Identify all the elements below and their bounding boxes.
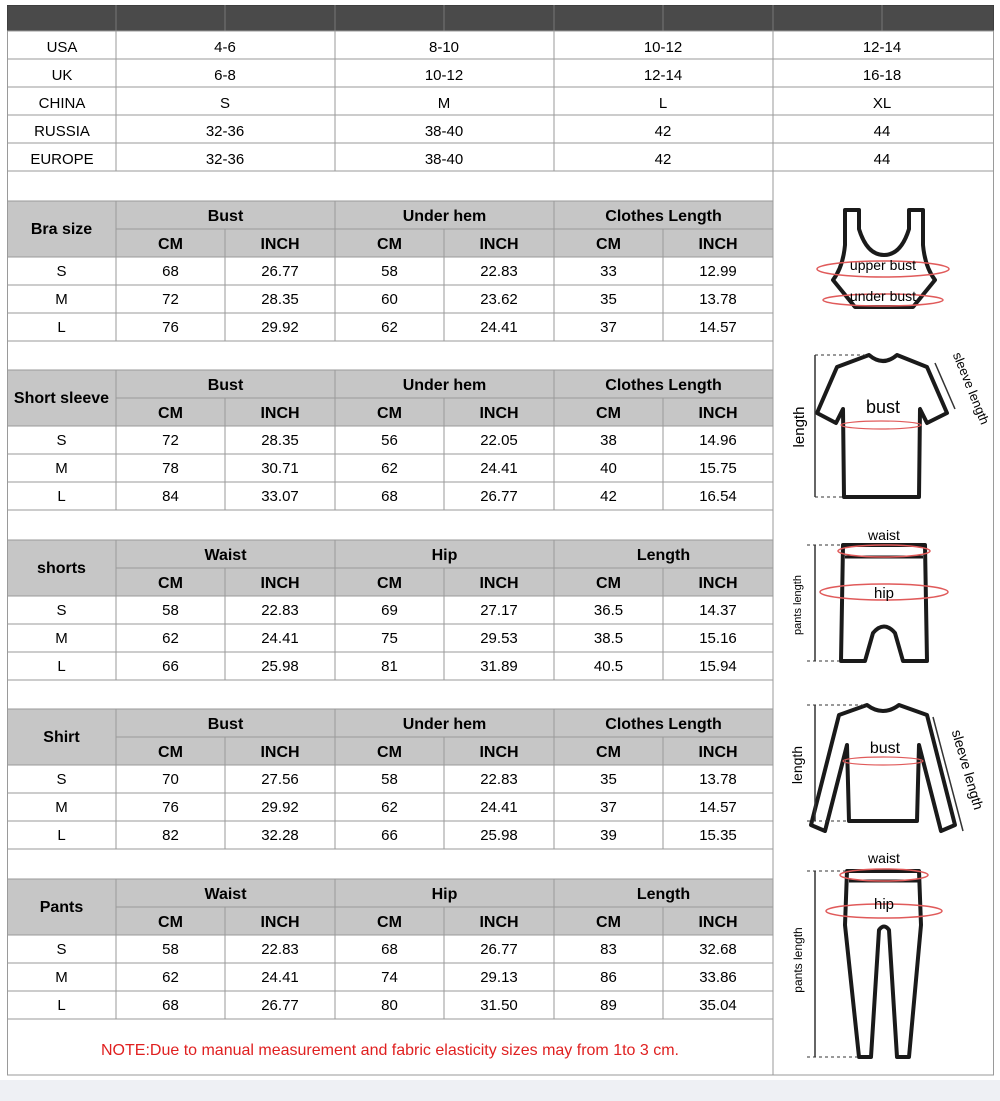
measurement-cell: 26.77	[261, 997, 299, 1014]
conversion-size: 4-6	[214, 39, 236, 56]
unit-header: CM	[158, 405, 183, 422]
group-header: Bust	[207, 716, 244, 733]
group-header: Clothes Length	[605, 377, 722, 394]
leggings-waist-label: waist	[868, 850, 900, 866]
conversion-size: 44	[873, 123, 891, 140]
size-table-short-sleeve	[7, 370, 773, 510]
measurement-cell: 66	[381, 827, 398, 844]
conversion-size: 38-40	[424, 123, 464, 140]
measurement-cell: 62	[162, 630, 179, 647]
size-label: S	[56, 432, 67, 449]
bra-diagram	[817, 210, 949, 307]
unit-header: INCH	[698, 575, 738, 592]
size-table-shirt	[7, 709, 773, 849]
group-header: Length	[636, 547, 691, 564]
measurement-cell: 13.78	[699, 291, 737, 308]
measurement-cell: 25.98	[261, 658, 299, 675]
measurement-cell: 62	[162, 969, 179, 986]
unit-header: INCH	[479, 236, 519, 253]
measurement-cell: 69	[381, 602, 398, 619]
measurement-cell: 37	[600, 799, 617, 816]
group-header: Under hem	[402, 716, 487, 733]
conversion-row-uk	[52, 67, 902, 84]
measurement-cell: 13.78	[699, 771, 737, 788]
conversion-size: 42	[654, 123, 672, 140]
unit-header: INCH	[479, 914, 519, 931]
shorts-length-label: pants length	[792, 575, 804, 635]
measurement-cell: 24.41	[261, 969, 299, 986]
unit-header: CM	[377, 405, 402, 422]
top-header-strip	[7, 5, 994, 31]
size-tables	[7, 201, 773, 1019]
conversion-size: S	[219, 95, 231, 112]
size-table-bra-size	[7, 201, 773, 341]
conversion-size: 44	[873, 151, 891, 168]
size-label: M	[55, 799, 68, 816]
measurement-cell: 27.56	[261, 771, 299, 788]
measurement-cell: 35.04	[699, 997, 737, 1014]
group-header: Hip	[431, 547, 458, 564]
conversion-size: 12-14	[643, 67, 683, 84]
measurement-cell: 66	[162, 658, 179, 675]
conversion-region: CHINA	[38, 95, 86, 112]
measurement-cell: 29.92	[261, 319, 299, 336]
unit-header: INCH	[260, 236, 300, 253]
conversion-region: RUSSIA	[34, 123, 90, 140]
measurement-cell: 40	[600, 460, 617, 477]
measurement-cell: 37	[600, 319, 617, 336]
measurement-cell: 78	[162, 460, 179, 477]
unit-header: CM	[596, 744, 621, 761]
tshirt-bust-label: bust	[865, 397, 901, 417]
measurement-cell: 29.53	[480, 630, 518, 647]
conversion-size: 12-14	[862, 39, 902, 56]
measurement-cell: 24.41	[480, 319, 518, 336]
conversion-size: 16-18	[862, 67, 902, 84]
group-header: Bust	[207, 208, 244, 225]
group-header: Waist	[204, 886, 247, 903]
conversion-row-china	[39, 95, 892, 112]
unit-header: CM	[158, 744, 183, 761]
measurement-cell: 58	[381, 771, 398, 788]
measurement-cell: 70	[162, 771, 179, 788]
tshirt-icon	[817, 355, 947, 497]
unit-header: CM	[596, 914, 621, 931]
measurement-cell: 32.68	[699, 941, 737, 958]
conversion-size: L	[658, 95, 668, 112]
longsleeve-bust-label: bust	[869, 740, 901, 757]
bottom-band	[0, 1080, 1000, 1101]
leggings-length-label: pants length	[791, 927, 805, 993]
longsleeve-length-label: length	[789, 745, 805, 785]
measurement-cell: 42	[600, 488, 617, 505]
measurement-cell: 33	[600, 263, 617, 280]
measurement-cell: 72	[162, 291, 179, 308]
size-label: M	[55, 630, 68, 647]
shorts-diagram	[792, 527, 948, 661]
measurement-cell: 62	[381, 799, 398, 816]
measurement-cell: 14.57	[699, 799, 737, 816]
conversion-size: 32-36	[205, 123, 245, 140]
unit-header: INCH	[698, 744, 738, 761]
measurement-cell: 23.62	[480, 291, 518, 308]
measurement-cell: 33.07	[261, 488, 299, 505]
unit-header: INCH	[260, 405, 300, 422]
section-name: Short sleeve	[13, 390, 110, 407]
conversion-size: 42	[654, 151, 672, 168]
measurement-cell: 86	[600, 969, 617, 986]
unit-header: CM	[596, 236, 621, 253]
size-label: S	[56, 602, 67, 619]
measurement-cell: 89	[600, 997, 617, 1014]
measurement-cell: 75	[381, 630, 398, 647]
measurement-cell: 80	[381, 997, 398, 1014]
measurement-cell: 24.41	[480, 460, 518, 477]
conversion-size: 8-10	[428, 39, 460, 56]
measurement-cell: 56	[381, 432, 398, 449]
measurement-cell: 68	[162, 997, 179, 1014]
measurement-cell: 35	[600, 771, 617, 788]
longsleeve-sleeve-label: sleeve length	[948, 727, 987, 812]
conversion-size: M	[437, 95, 451, 112]
measurement-cell: 74	[381, 969, 398, 986]
size-label: M	[55, 969, 68, 986]
measurement-cell: 58	[162, 602, 179, 619]
measurement-cell: 22.83	[261, 941, 299, 958]
measurement-cell: 26.77	[480, 941, 518, 958]
measurement-cell: 27.17	[480, 602, 518, 619]
unit-header: CM	[158, 575, 183, 592]
measurement-cell: 68	[381, 488, 398, 505]
group-header: Bust	[207, 377, 244, 394]
size-label: L	[57, 488, 66, 505]
group-header: Hip	[431, 886, 458, 903]
measurement-cell: 38.5	[593, 630, 624, 647]
unit-header: CM	[158, 236, 183, 253]
measurement-cell: 31.50	[480, 997, 518, 1014]
unit-header: INCH	[260, 744, 300, 761]
tshirt-diagram	[791, 350, 992, 497]
leggings-hip-label: hip	[873, 896, 895, 913]
measurement-cell: 62	[381, 460, 398, 477]
conversion-size: 6-8	[214, 67, 236, 84]
section-name: shorts	[37, 560, 86, 577]
bra-upper-bust-label: upper bust	[849, 257, 917, 273]
conversion-table	[7, 31, 994, 171]
unit-header: CM	[596, 575, 621, 592]
size-chart	[7, 5, 994, 1076]
measurement-cell: 38	[600, 432, 617, 449]
measurement-cell: 76	[162, 799, 179, 816]
measurement-cell: 84	[162, 488, 179, 505]
measurement-cell: 29.92	[261, 799, 299, 816]
measurement-cell: 24.41	[480, 799, 518, 816]
tshirt-length-label: length	[791, 406, 808, 448]
conversion-region: UK	[51, 67, 73, 84]
measurement-cell: 32.28	[261, 827, 299, 844]
size-label: S	[56, 263, 67, 280]
unit-header: CM	[377, 744, 402, 761]
measurement-cell: 15.16	[699, 630, 737, 647]
conversion-row-russia	[34, 123, 890, 140]
size-table-pants	[7, 879, 773, 1019]
size-label: L	[57, 827, 66, 844]
measurement-cell: 30.71	[261, 460, 299, 477]
measurement-cell: 14.96	[699, 432, 737, 449]
unit-header: INCH	[698, 914, 738, 931]
leggings-diagram	[791, 850, 942, 1057]
unit-header: INCH	[479, 744, 519, 761]
measurement-cell: 62	[381, 319, 398, 336]
unit-header: CM	[158, 914, 183, 931]
measurement-cell: 81	[381, 658, 398, 675]
size-label: L	[57, 658, 66, 675]
size-chart-canvas	[7, 5, 994, 1076]
measurement-cell: 68	[162, 263, 179, 280]
conversion-size: XL	[872, 95, 892, 112]
conversion-region: EUROPE	[30, 151, 94, 168]
unit-header: INCH	[260, 575, 300, 592]
conversion-size: 32-36	[205, 151, 245, 168]
tshirt-sleeve-label: sleeve length	[949, 349, 993, 427]
group-header: Waist	[204, 547, 247, 564]
measurement-cell: 83	[600, 941, 617, 958]
conversion-size: 10-12	[424, 67, 464, 84]
measurement-cell: 39	[600, 827, 617, 844]
measurement-cell: 24.41	[261, 630, 299, 647]
section-name: Shirt	[43, 729, 80, 746]
measurement-cell: 15.35	[699, 827, 737, 844]
measurement-cell: 22.83	[480, 263, 518, 280]
conversion-size: 38-40	[424, 151, 464, 168]
size-label: L	[57, 997, 66, 1014]
unit-header: INCH	[479, 405, 519, 422]
group-header: Clothes Length	[605, 716, 722, 733]
measurement-cell: 16.54	[699, 488, 737, 505]
size-label: S	[56, 771, 67, 788]
group-header: Clothes Length	[605, 208, 722, 225]
measurement-cell: 29.13	[480, 969, 518, 986]
measurement-cell: 22.83	[480, 771, 518, 788]
measurement-cell: 14.37	[699, 602, 737, 619]
unit-header: CM	[377, 575, 402, 592]
measurement-cell: 36.5	[593, 602, 624, 619]
longsleeve-icon	[811, 705, 955, 831]
unit-header: INCH	[698, 236, 738, 253]
shorts-hip-label: hip	[873, 585, 895, 602]
unit-header: INCH	[698, 405, 738, 422]
measurement-cell: 26.77	[480, 488, 518, 505]
measurement-note: NOTE:Due to manual measurement and fabric elasticity sizes may from 1to 3 cm.	[101, 1042, 679, 1059]
size-table-shorts	[7, 540, 773, 680]
group-header: Under hem	[402, 377, 487, 394]
measurement-cell: 31.89	[480, 658, 518, 675]
section-name: Bra size	[30, 221, 93, 238]
measurement-cell: 28.35	[261, 291, 299, 308]
measurement-cell: 60	[381, 291, 398, 308]
measurement-cell: 35	[600, 291, 617, 308]
size-label: M	[55, 460, 68, 477]
unit-header: CM	[596, 405, 621, 422]
measurement-cell: 26.77	[261, 263, 299, 280]
measurement-cell: 58	[162, 941, 179, 958]
measurement-cell: 72	[162, 432, 179, 449]
section-name: Pants	[39, 899, 84, 916]
unit-header: INCH	[260, 914, 300, 931]
conversion-size: 10-12	[643, 39, 683, 56]
measurement-cell: 12.99	[699, 263, 737, 280]
shorts-icon	[841, 545, 927, 661]
size-label: S	[56, 941, 67, 958]
measurement-cell: 14.57	[699, 319, 737, 336]
measurement-cell: 25.98	[480, 827, 518, 844]
measurement-cell: 22.05	[480, 432, 518, 449]
measurement-cell: 15.94	[699, 658, 737, 675]
measurement-cell: 68	[381, 941, 398, 958]
unit-header: CM	[377, 914, 402, 931]
conversion-region: USA	[46, 39, 78, 56]
measurement-cell: 76	[162, 319, 179, 336]
measurement-cell: 15.75	[699, 460, 737, 477]
measurement-cell: 58	[381, 263, 398, 280]
size-label: M	[55, 291, 68, 308]
measurement-cell: 82	[162, 827, 179, 844]
unit-header: INCH	[479, 575, 519, 592]
size-label: L	[57, 319, 66, 336]
longsleeve-diagram	[789, 705, 987, 831]
group-header: Length	[636, 886, 691, 903]
measurement-cell: 22.83	[261, 602, 299, 619]
bra-under-bust-label: under bust	[849, 288, 917, 304]
group-header: Under hem	[402, 208, 487, 225]
shorts-waist-label: waist	[868, 527, 900, 543]
measurement-cell: 28.35	[261, 432, 299, 449]
measurement-cell: 40.5	[593, 658, 624, 675]
conversion-row-europe	[30, 151, 890, 168]
unit-header: CM	[377, 236, 402, 253]
measurement-cell: 33.86	[699, 969, 737, 986]
